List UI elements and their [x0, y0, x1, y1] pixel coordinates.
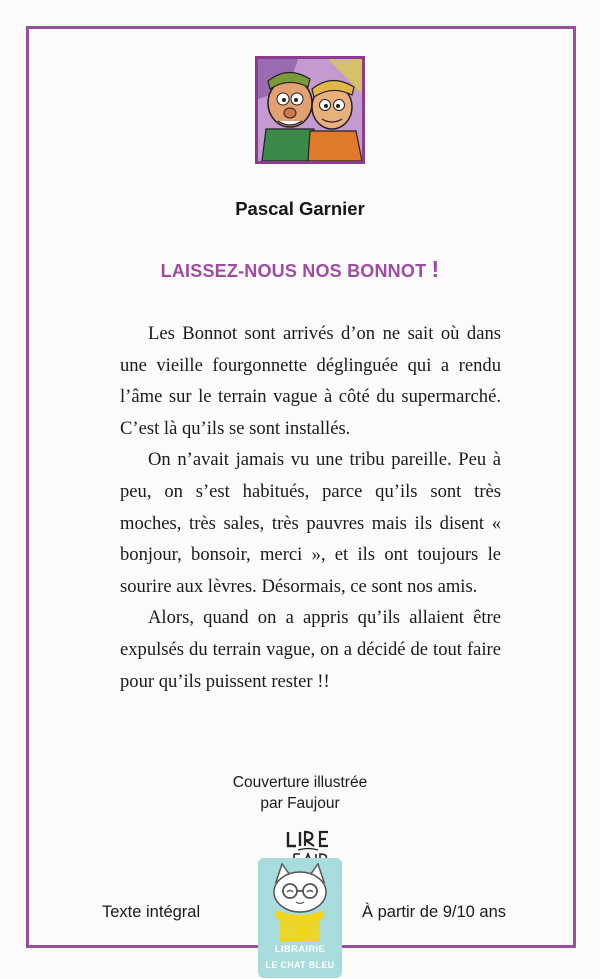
cat-stamp-icon: [258, 858, 342, 942]
blurb-paragraph: Les Bonnot sont arrivés d’on ne sait où dans une vieille fourgonnette déglinguée qui a rendu l’âme sur le terrain vague à côté du supermarché. C’est là qu’ils se sont installés.: [120, 323, 501, 439]
credit-line: par Faujour: [260, 795, 340, 812]
blurb: [120, 318, 501, 697]
blurb-paragraph: On n’avait jamais vu une tribu pareille. Peu à peu, on s’est habitués, parce qu’ils sont très moches, très sales, très pauvres mais ils disent « bonjour, bonsoir, merci », et ils ont toujours le sourire aux lèvres. Désormais, ce sont nos amis.: [120, 449, 501, 597]
blurb-paragraph: Alors, quand on a appris qu’ils allaient être expulsés du terrain vague, on a décidé de tout faire pour qu’ils puissent rester !!: [120, 607, 501, 692]
cover-illustration: [255, 56, 365, 164]
stamp-text-line2: LE CHAT BLEU: [265, 960, 335, 970]
credit-line: Couverture illustrée: [232, 774, 368, 791]
stamp-text-line1: LIBRAIRIE: [274, 944, 326, 955]
footer-full-text: Texte intégral: [102, 903, 201, 921]
bookstore-stamp: [258, 858, 342, 978]
book-title: [0, 256, 600, 283]
illustration-drawing: [258, 59, 362, 161]
footer-age-range: À partir de 9/10 ans: [362, 903, 507, 921]
book-title-punctuation: !: [431, 256, 440, 282]
book-title-text: LAISSEZ-NOUS NOS BONNOT: [160, 261, 427, 281]
illustrator-credit: [0, 772, 600, 814]
author-name: Pascal Garnier: [235, 198, 365, 219]
